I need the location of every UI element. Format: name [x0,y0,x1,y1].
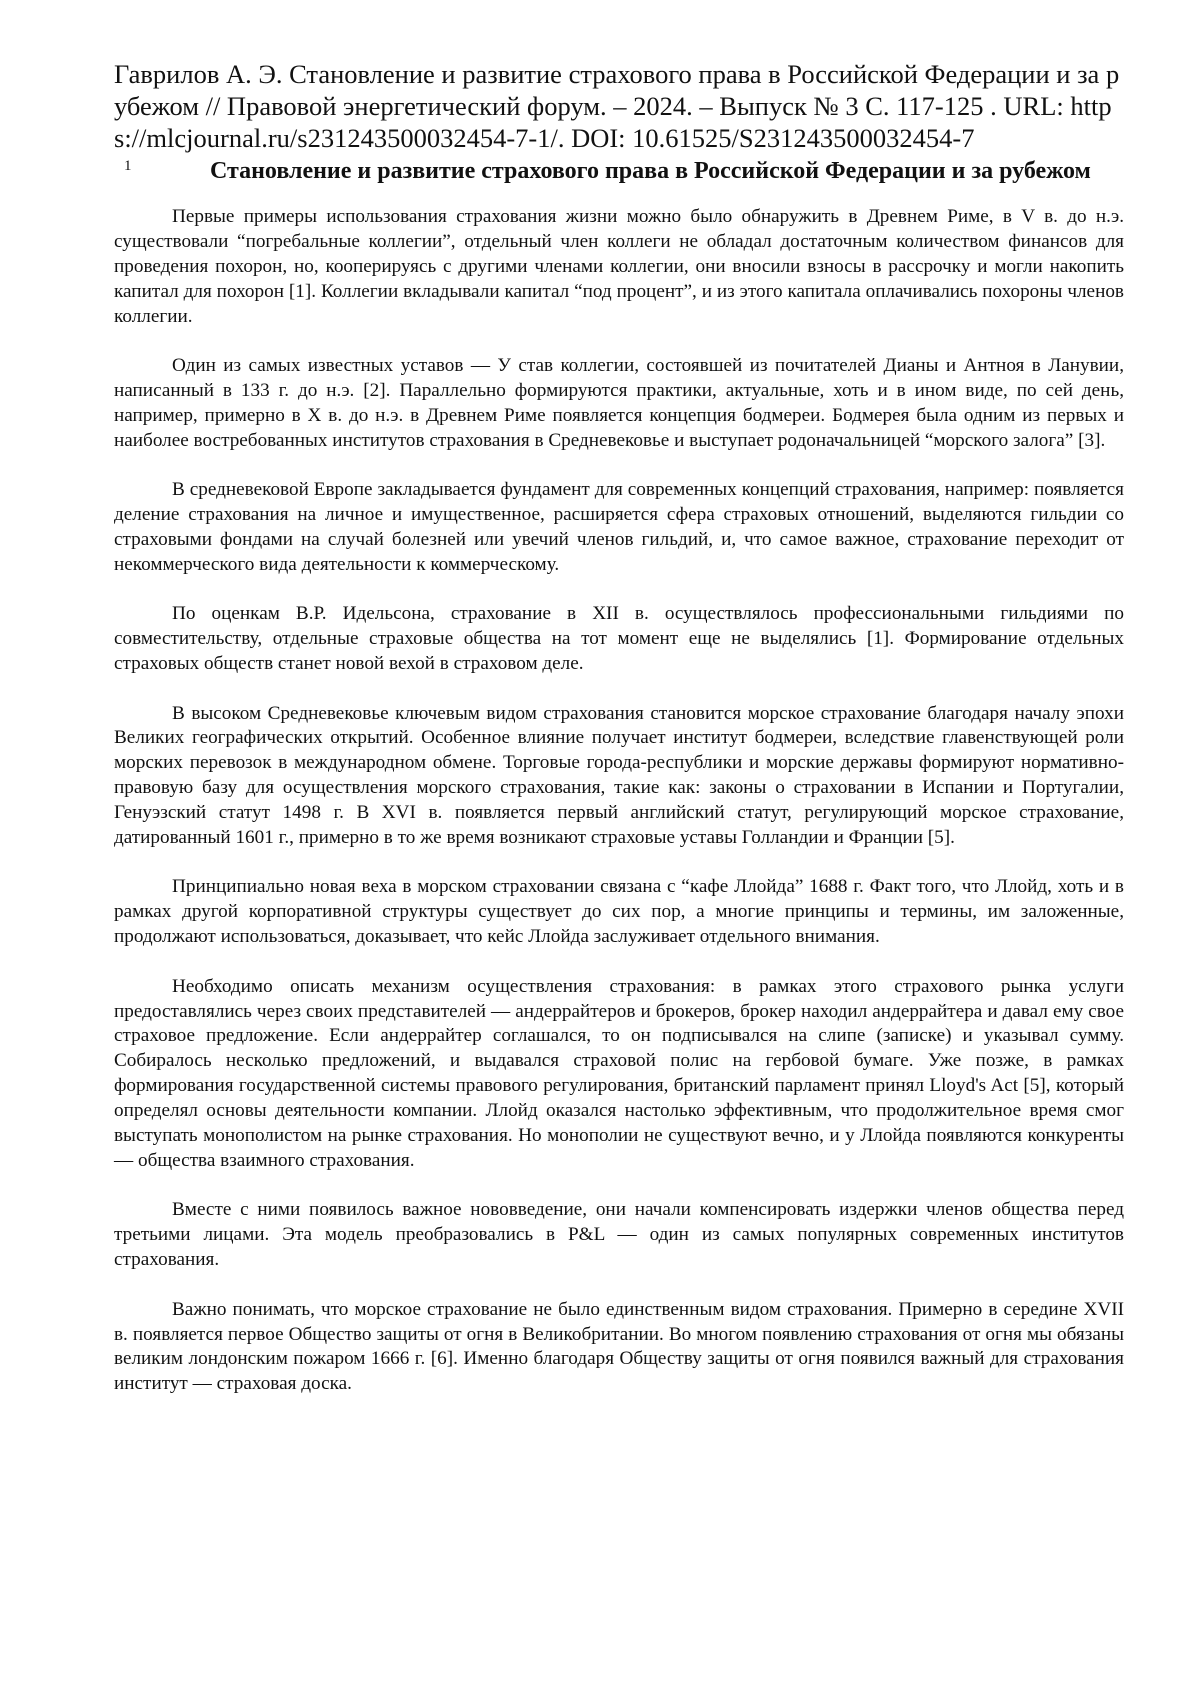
paragraph-8: Вместе с ними появилось важное нововведение, они начали компенсировать издержки членов общества перед третьими лицами. Эта модель преобразовались в P&L — один из самых популярных современных институтов страхования. [114,1199,1124,1271]
article-title: Становление и развитие страхового права в Российской Федерации и за рубежом [210,158,1091,184]
paragraph-3: В средневековой Европе закладывается фундамент для современных концепций страхования, например: появляется деление страхования на личное и имущественное, расширяется сфера страховых отношений, выделяются гильдии со страховыми фондами на случай болезней или увечий членов гильдий, и, что самое важное, страхование переходит от некоммерческого вида деятельности к коммерческому. [114,479,1124,575]
paragraph-4: По оценкам В.Р. Идельсона, страхование в XII в. осуществлялось профессиональными гильдиями по совместительству, отдельные страховые общества на тот момент еще не выделялись [1]. Формирование отдельных страховых обществ станет новой вехой в страховом деле. [114,603,1124,675]
footnote-mark: 1 [124,158,132,174]
title-block [114,156,1124,187]
paragraph-5: В высоком Средневековье ключевым видом страхования становится морское страхование благодаря началу эпохи Великих географических открытий. Особенное влияние получает институт бодмереи, вследствие главенствующей роли морских перевозок в международном обмене. Торговые города-республики и морские державы формируют нормативно-правовую базу для осуществления морского страхования, такие как: законы о страховании в Испании и Португалии, Генуэзский статут 1498 г. В XVI в. появляется первый английский статут, регулирующий морское страхование, датированный 1601 г., примерно в то же время возникают страховые уставы Голландии и Франции [5]. [114,702,1124,849]
paragraph-9: Важно понимать, что морское страхование не было единственным видом страхования. Примерно в середине XVII в. появляется первое Общество защиты от огня в Великобритании. Во многом появлению страхования от огня мы обязаны великим лондонским пожаром 1666 г. [6]. Именно благодаря Обществу защиты от огня появился важный для страхования институт — страховая доска. [114,1298,1124,1395]
paragraph-2: Один из самых известных уставов — У став коллегии, состоявшей из почитателей Дианы и Антноя в Ланувии, написанный в 133 г. до н.э. [2]. Параллельно формируются практики, актуальные, хоть и в ином виде, по сей день, например, примерно в X в. до н.э. в Древнем Риме появляется концепция бодмереи. Бодмерея была одним из первых и наиболее востребованных институтов страхования в Средневековье и выступает родоначальницей “морского залога” [3]. [114,355,1124,451]
paragraph-1: Первые примеры использования страхования жизни можно было обнаружить в Древнем Риме, в V в. до н.э. существовали “погребальные коллегии”, отдельный член коллеги не обладал достаточным количеством финансов для проведения похорон, но, кооперируясь с другими членами коллегии, они вносили взносы в рассрочку и могли накопить капитал для похорон [1]. Коллегии вкладывали капитал “под процент”, и из этого капитала оплачивались похороны членов коллегии. [114,206,1124,327]
document-page [114,58,1124,1422]
paragraph-7: Необходимо описать механизм осуществления страхования: в рамках этого страхового рынка услуги предоставлялись через своих представителей — андеррайтеров и брокеров, брокер находил андеррайтера и давал ему свое страховое предложение. Если андеррайтер соглашался, то он подписывался на слипе (записке) и указывал сумму. Собиралось несколько предложений, и выдавался страховой полис на гербовой бумаге. Уже позже, в рамках формирования государственной системы правового регулирования, британский парламент принял Lloyd's Act [5], который определял основы деятельности компании. Ллойд оказался настолько эффективным, что продолжительное время смог выступать монополистом на рынке страхования. Но монополии не существуют вечно, и у Ллойда появляются конкуренты — общества взаимного страхования. [114,975,1124,1171]
article-body [114,205,1124,1397]
citation-header: Гаврилов А. Э. Становление и развитие страхового права в Российской Федерации и за рубежом // Правовой энергетический форум. – 2024. – Выпуск № 3 С. 117-125 . URL: https://mlcjournal.ru/s231243500032454-7-1/. DOI: 10.61525/S231243500032454-7 [114,59,1120,153]
paragraph-6: Принципиально новая веха в морском страховании связана с “кафе Ллойда” 1688 г. Факт того, что Ллойд, хоть и в рамках другой корпоративной структуры существует до сих пор, а многие принципы и термины, им заложенные, продолжают использоваться, доказывает, что кейс Ллойда заслуживает отдельного внимания. [114,876,1124,948]
